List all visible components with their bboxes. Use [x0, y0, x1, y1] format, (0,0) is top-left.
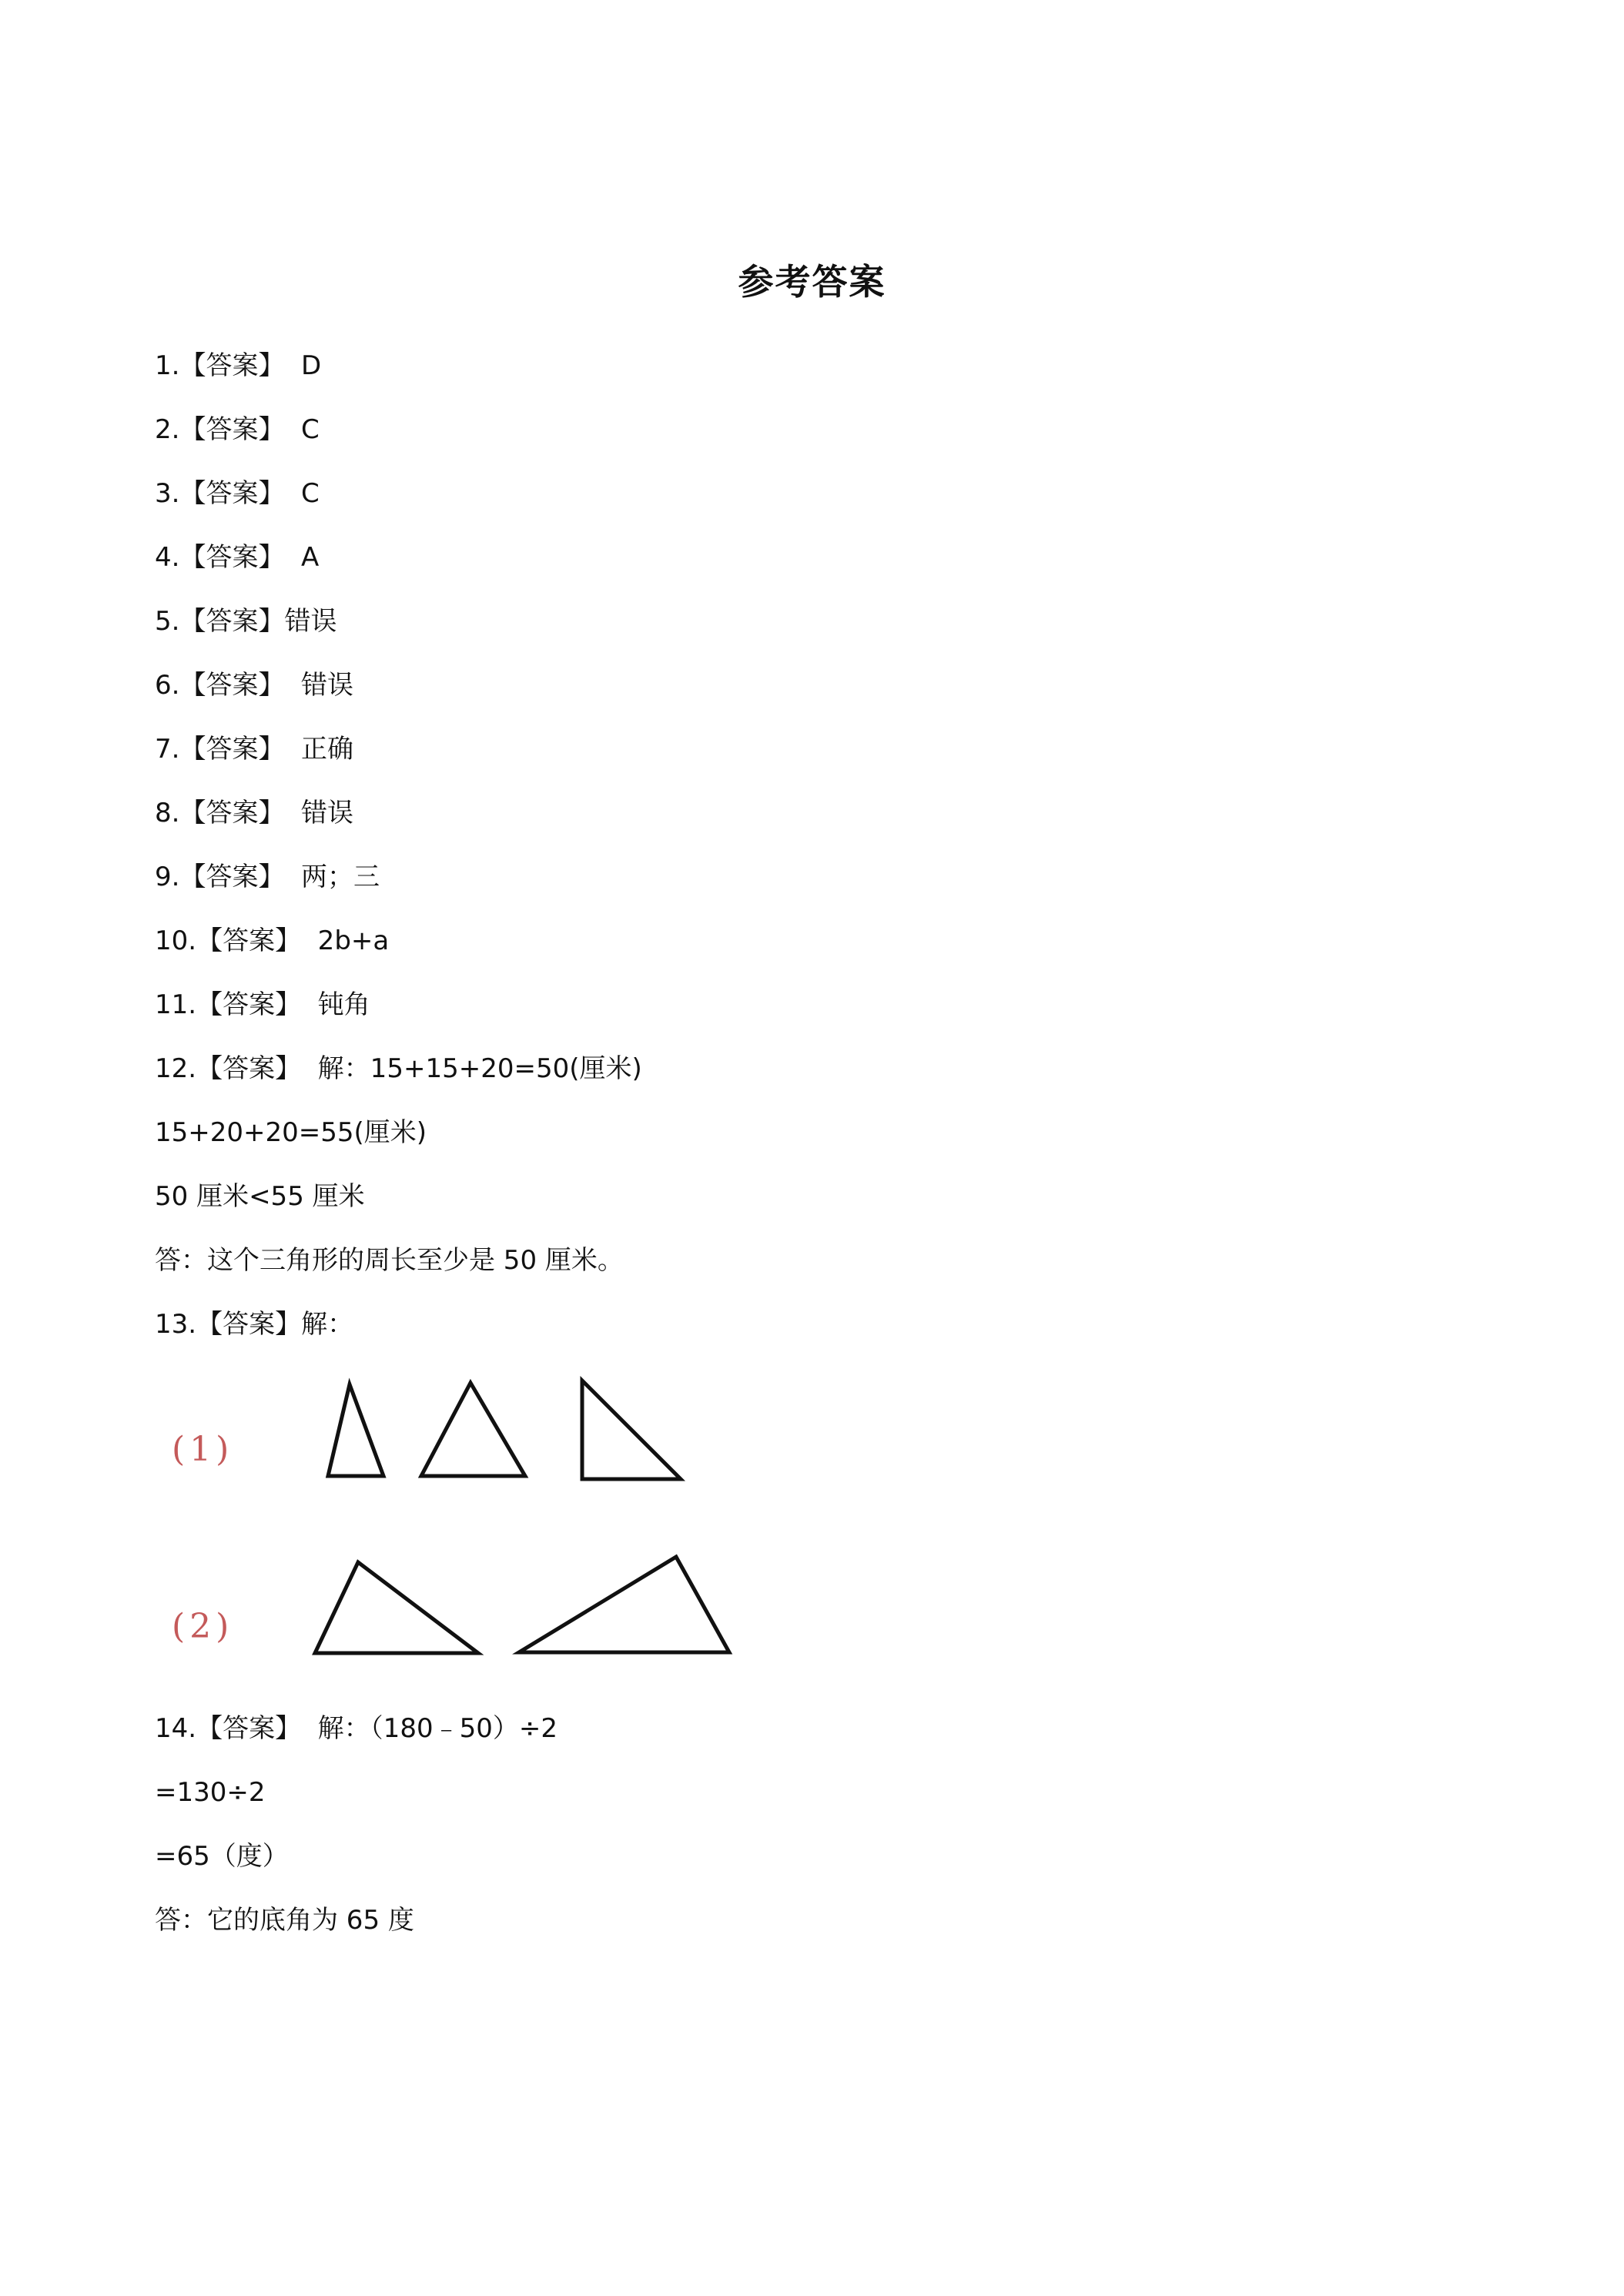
answer-line-12-conclusion: 答：这个三角形的周长至少是 50 厘米。	[155, 1245, 624, 1276]
answer-line-14-step2: =130÷2	[155, 1777, 266, 1808]
answer-line-6: 6.【答案】 错误	[155, 670, 354, 701]
answer-line-1: 1.【答案】 D	[155, 350, 322, 381]
answer-line-14-step3: =65（度）	[155, 1841, 289, 1872]
answer-line-9: 9.【答案】 两；三	[155, 862, 380, 892]
answer-line-14: 14.【答案】 解：（180﹣50）÷2	[155, 1713, 558, 1744]
triangle-isosceles-narrow	[328, 1384, 383, 1476]
triangle-right	[582, 1381, 681, 1479]
triangle-figure	[155, 1367, 755, 1678]
answer-line-5: 5.【答案】错误	[155, 606, 337, 637]
answer-line-12: 12.【答案】 解：15+15+20=50(厘米)	[155, 1053, 642, 1084]
answer-line-8: 8.【答案】 错误	[155, 798, 354, 828]
page-title: 参考答案	[738, 261, 886, 303]
answer-line-12-step3: 50 厘米<55 厘米	[155, 1181, 365, 1212]
triangle-obtuse-1	[315, 1562, 478, 1653]
answer-line-10: 10.【答案】 2b+a	[155, 925, 390, 956]
figure-label-1: (1)	[172, 1430, 234, 1469]
answer-line-12-step2: 15+20+20=55(厘米)	[155, 1117, 427, 1148]
answer-line-4: 4.【答案】 A	[155, 542, 320, 573]
triangle-obtuse-2	[519, 1557, 729, 1652]
figure-label-2: (2)	[172, 1607, 234, 1646]
answer-line-14-conclusion: 答：它的底角为 65 度	[155, 1905, 414, 1936]
answer-line-11: 11.【答案】 钝角	[155, 989, 370, 1020]
triangle-isosceles	[421, 1383, 525, 1476]
answer-line-2: 2.【答案】 C	[155, 414, 320, 445]
answer-line-7: 7.【答案】 正确	[155, 734, 354, 765]
triangles-drawing	[155, 1367, 755, 1678]
answer-line-3: 3.【答案】 C	[155, 478, 320, 509]
answer-line-13: 13.【答案】解：	[155, 1309, 354, 1340]
